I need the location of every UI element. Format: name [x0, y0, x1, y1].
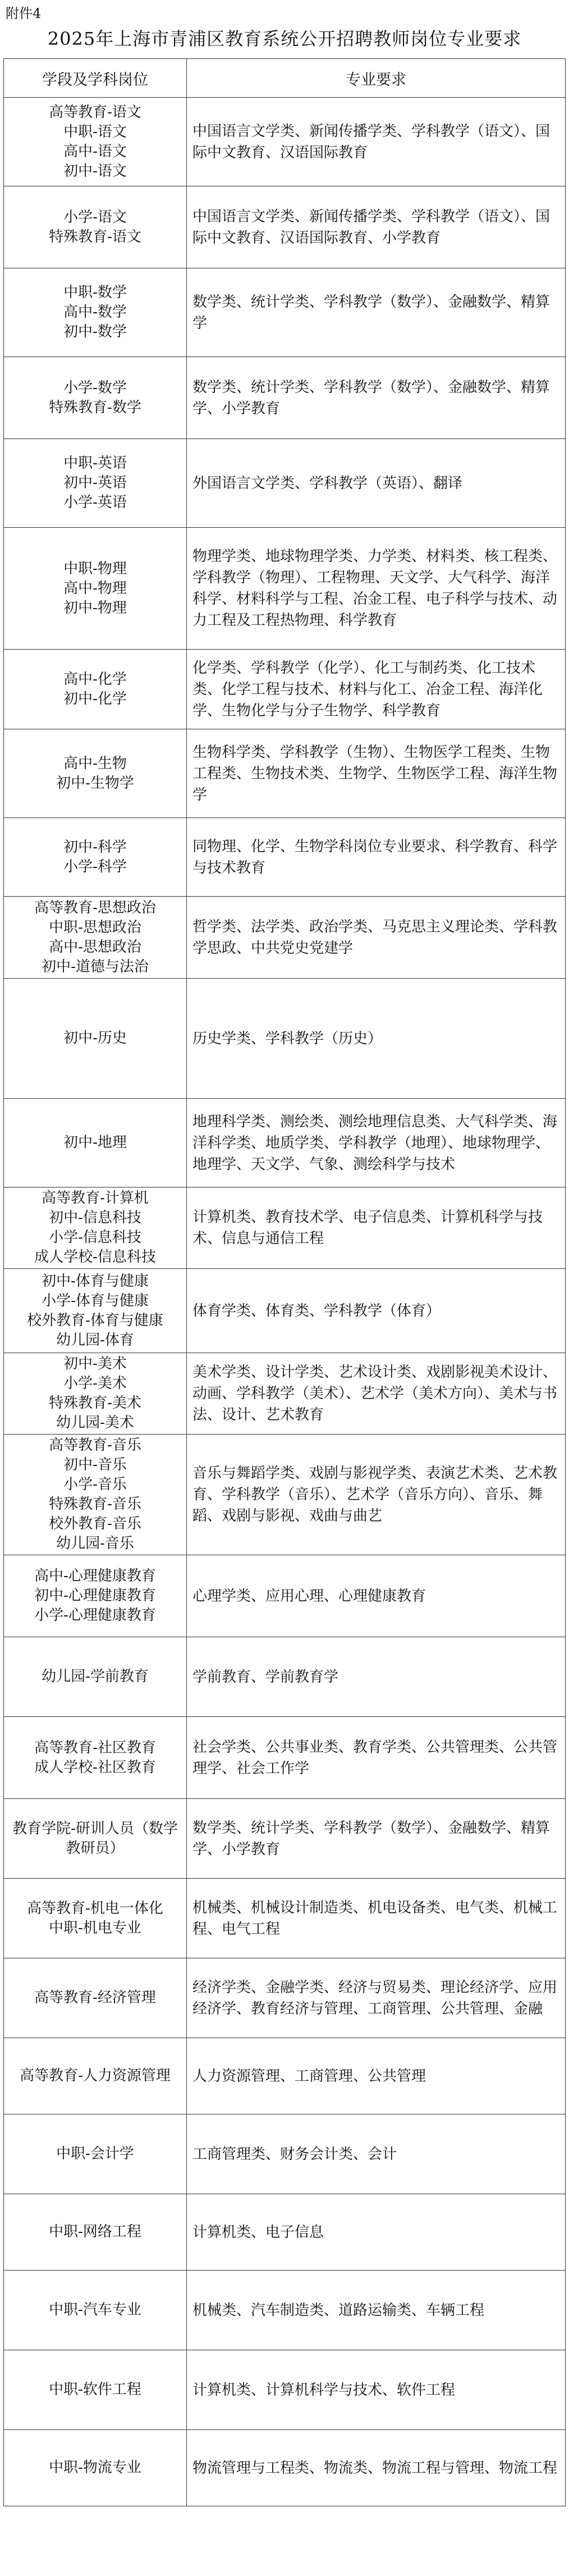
position-name: 初中-地理	[63, 1134, 127, 1151]
table-header-row	[4, 59, 566, 98]
position-cell	[4, 1435, 187, 1555]
table-row	[4, 268, 566, 357]
table-body	[4, 98, 566, 2506]
position-name: 初中-道德与法治	[42, 958, 149, 975]
table-row	[4, 729, 566, 818]
position-cell	[4, 186, 187, 268]
position-name: 幼儿园-音乐	[56, 1535, 134, 1552]
requirement-cell: 计算机类、教育技术学、电子信息类、计算机科学与技术、信息与通信工程	[187, 1187, 566, 1269]
requirement-cell: 计算机类、电子信息	[187, 2194, 566, 2271]
table-row	[4, 979, 566, 1099]
position-cell	[4, 1353, 187, 1435]
position-cell	[4, 1099, 187, 1187]
position-name: 高中-化学	[63, 670, 127, 688]
position-cell	[4, 2430, 187, 2506]
table-row	[4, 1637, 566, 1717]
requirement-cell: 物流管理与工程类、物流类、物流工程与管理、物流工程	[187, 2430, 566, 2506]
table-row	[4, 357, 566, 439]
requirement-cell: 外国语言文学类、学科教学（英语）、翻译	[187, 439, 566, 528]
requirement-cell: 生物科学类、学科教学（生物）、生物医学工程类、生物工程类、生物技术类、生物学、生物医学工程、海洋生物学	[187, 729, 566, 818]
table-row	[4, 2038, 566, 2114]
position-cell	[4, 1187, 187, 1269]
table-row	[4, 650, 566, 729]
position-name: 特殊教育-美术	[49, 1395, 141, 1412]
requirement-cell: 地理科学类、测绘类、测绘地理信息类、大气科学类、海洋科学类、地质学类、学科教学（地理）、地球物理学、地理学、天文学、气象、测绘科学与技术	[187, 1099, 566, 1187]
position-cell	[4, 1555, 187, 1637]
position-name: 高中-语文	[63, 143, 127, 160]
position-name: 初中-历史	[63, 1030, 127, 1047]
position-name: 初中-英语	[63, 474, 127, 491]
position-cell	[4, 818, 187, 897]
position-name: 小学-体育与健康	[42, 1292, 149, 1309]
position-cell	[4, 979, 187, 1099]
position-name: 中职-机电专业	[49, 1919, 141, 1936]
requirement-cell: 历史学类、学科教学（历史）	[187, 979, 566, 1099]
position-name: 特殊教育-数学	[49, 399, 141, 416]
position-cell	[4, 2194, 187, 2271]
table-row	[4, 186, 566, 268]
position-name: 高中-物理	[63, 579, 127, 597]
position-name: 高等教育-人力资源管理	[20, 2067, 171, 2084]
position-column-header: 学段及学科岗位	[4, 59, 187, 98]
document-title: 2025年上海市青浦区教育系统公开招聘教师岗位专业要求	[47, 28, 522, 49]
position-name: 中职-网络工程	[49, 2223, 141, 2240]
position-cell	[4, 2350, 187, 2430]
requirement-cell: 社会学类、公共事业类、教育学类、公共管理类、公共管理学、社会工作学	[187, 1717, 566, 1799]
position-cell	[4, 1799, 187, 1879]
position-name: 中职-语文	[63, 123, 127, 140]
position-name: 初中-化学	[63, 690, 127, 707]
position-name: 小学-美术	[63, 1375, 127, 1392]
position-cell	[4, 439, 187, 528]
requirement-cell: 心理学类、应用心理、心理健康教育	[187, 1555, 566, 1637]
position-name: 中职-物流专业	[49, 2459, 141, 2476]
table-row	[4, 1269, 566, 1353]
position-cell	[4, 357, 187, 439]
requirement-cell: 体育学类、体育类、学科教学（体育）	[187, 1269, 566, 1353]
position-name: 初中-音乐	[63, 1456, 127, 1473]
table-row	[4, 2194, 566, 2271]
table-row	[4, 528, 566, 650]
position-cell	[4, 98, 187, 186]
position-name: 初中-语文	[63, 162, 127, 180]
position-name: 初中-数学	[63, 323, 127, 340]
position-name: 初中-心理健康教育	[34, 1587, 156, 1604]
requirement-cell: 人力资源管理、工商管理、公共管理	[187, 2038, 566, 2114]
table-row	[4, 1958, 566, 2038]
table-row	[4, 1555, 566, 1637]
table-row	[4, 1879, 566, 1958]
table-row	[4, 897, 566, 979]
requirement-cell: 计算机类、计算机科学与技术、软件工程	[187, 2350, 566, 2430]
requirement-cell: 中国语言文学类、新闻传播学类、学科教学（语文）、国际中文教育、汉语国际教育、小学教育	[187, 186, 566, 268]
table-row	[4, 1799, 566, 1879]
position-cell	[4, 528, 187, 650]
requirement-column-header: 专业要求	[187, 59, 566, 98]
position-name: 中职-思想政治	[49, 919, 141, 936]
position-name: 小学-科学	[63, 858, 127, 875]
position-name: 高中-生物	[63, 755, 127, 772]
position-name: 特殊教育-音乐	[49, 1496, 141, 1513]
table-row	[4, 1717, 566, 1799]
requirement-cell: 同物理、化学、生物学科岗位专业要求、科学教育、科学与技术教育	[187, 818, 566, 897]
requirement-cell: 工商管理类、财务会计类、会计	[187, 2114, 566, 2194]
position-name: 高中-思想政治	[49, 938, 141, 956]
requirement-cell: 中国语言文学类、新闻传播学类、学科教学（语文）、国际中文教育、汉语国际教育	[187, 98, 566, 186]
position-name: 高中-数学	[63, 304, 127, 321]
requirement-cell: 数学类、统计学类、学科教学（数学）、金融数学、精算学	[187, 268, 566, 357]
position-name: 高等教育-机电一体化	[27, 1899, 163, 1917]
requirement-cell: 化学类、学科教学（化学）、化工与制药类、化工技术类、化学工程与技术、材料与化工、冶金工程、海洋化学、生物化学与分子生物学、科学教育	[187, 650, 566, 729]
requirement-cell: 经济学类、金融学类、经济与贸易类、理论经济学、应用经济学、教育经济与管理、工商管理、公共管理、金融	[187, 1958, 566, 2038]
position-name: 高等教育-语文	[49, 103, 141, 121]
requirement-cell: 机械类、汽车制造类、道路运输类、车辆工程	[187, 2271, 566, 2350]
requirements-table	[3, 58, 566, 2506]
table-row	[4, 1435, 566, 1555]
table-row	[4, 2271, 566, 2350]
position-name: 小学-心理健康教育	[34, 1607, 156, 1624]
position-name: 小学-数学	[63, 379, 127, 396]
table-row	[4, 818, 566, 897]
position-name: 特殊教育-语文	[49, 228, 141, 245]
position-cell	[4, 268, 187, 357]
position-name: 初中-生物学	[56, 774, 134, 792]
requirement-cell: 音乐与舞蹈学类、戏剧与影视学类、表演艺术类、艺术教育、学科教学（音乐）、艺术学（音乐方向）、音乐、舞蹈、戏剧与影视、戏曲与曲艺	[187, 1435, 566, 1555]
requirement-cell: 机械类、机械设计制造类、机电设备类、电气类、机械工程、电气工程	[187, 1879, 566, 1958]
position-name: 初中-科学	[63, 838, 127, 856]
requirement-cell: 学前教育、学前教育学	[187, 1637, 566, 1717]
position-cell	[4, 897, 187, 979]
position-name: 高等教育-计算机	[42, 1190, 149, 1207]
position-name: 初中-信息科技	[49, 1209, 141, 1226]
table-row	[4, 1099, 566, 1187]
position-name: 校外教育-体育与健康	[27, 1312, 163, 1329]
position-cell	[4, 2038, 187, 2114]
requirement-cell: 美术学类、设计学类、艺术设计类、戏剧影视美术设计、动画、学科教学（美术）、艺术学（美术方向）、美术与书法、设计、艺术教育	[187, 1353, 566, 1435]
position-name: 小学-信息科技	[49, 1229, 141, 1246]
position-name: 中职-物理	[63, 560, 127, 577]
position-cell	[4, 2114, 187, 2194]
position-cell	[4, 1879, 187, 1958]
requirement-cell: 数学类、统计学类、学科教学（数学）、金融数学、精算学、小学教育	[187, 1799, 566, 1879]
position-name: 幼儿园-体育	[56, 1331, 134, 1349]
table-row	[4, 1353, 566, 1435]
position-name: 成人学校-信息科技	[34, 1249, 156, 1266]
position-name: 幼儿园-学前教育	[42, 1668, 149, 1685]
position-name: 成人学校-社区教育	[34, 1759, 156, 1776]
requirement-cell: 数学类、统计学类、学科教学（数学）、金融数学、精算学、小学教育	[187, 357, 566, 439]
position-name: 中职-汽车专业	[49, 2301, 141, 2318]
position-name: 高等教育-思想政治	[34, 899, 156, 916]
position-name: 小学-语文	[63, 208, 127, 226]
table-row	[4, 439, 566, 528]
table-row	[4, 2114, 566, 2194]
position-name: 初中-美术	[63, 1355, 127, 1372]
table-row	[4, 2350, 566, 2430]
position-name: 高等教育-社区教育	[34, 1739, 156, 1756]
position-cell	[4, 1958, 187, 2038]
annex-label: 附件4	[6, 6, 42, 21]
position-name: 高等教育-音乐	[49, 1437, 141, 1454]
requirement-cell: 哲学类、法学类、政治学类、马克思主义理论类、学科教学思政、中共党史党建学	[187, 897, 566, 979]
position-name: 中职-英语	[63, 455, 127, 472]
position-name: 中职-软件工程	[49, 2381, 141, 2398]
position-name: 小学-音乐	[63, 1476, 127, 1493]
position-cell	[4, 1637, 187, 1717]
position-name: 高中-心理健康教育	[34, 1568, 156, 1584]
position-name: 幼儿园-美术	[56, 1414, 134, 1431]
position-name: 教育学院-研训人员（数学教研员）	[12, 1820, 178, 1857]
position-name: 初中-体育与健康	[42, 1272, 149, 1290]
table-row	[4, 1187, 566, 1269]
position-name: 高等教育-经济管理	[34, 1989, 156, 2006]
position-cell	[4, 1717, 187, 1799]
position-name: 中职-数学	[63, 284, 127, 301]
position-cell	[4, 650, 187, 729]
table-row	[4, 98, 566, 186]
requirement-cell: 物理学类、地球物理学类、力学类、材料类、核工程类、学科教学（物理）、工程物理、天文学、大气科学、海洋科学、材料科学与工程、冶金工程、电子科学与技术、动力工程及工程热物理、科学教育	[187, 528, 566, 650]
position-cell	[4, 729, 187, 818]
position-cell	[4, 2271, 187, 2350]
position-name: 初中-物理	[63, 599, 127, 616]
table-row	[4, 2430, 566, 2506]
position-name: 校外教育-音乐	[49, 1515, 141, 1532]
position-cell	[4, 1269, 187, 1353]
position-name: 中职-会计学	[56, 2145, 134, 2162]
position-name: 小学-英语	[63, 494, 127, 511]
